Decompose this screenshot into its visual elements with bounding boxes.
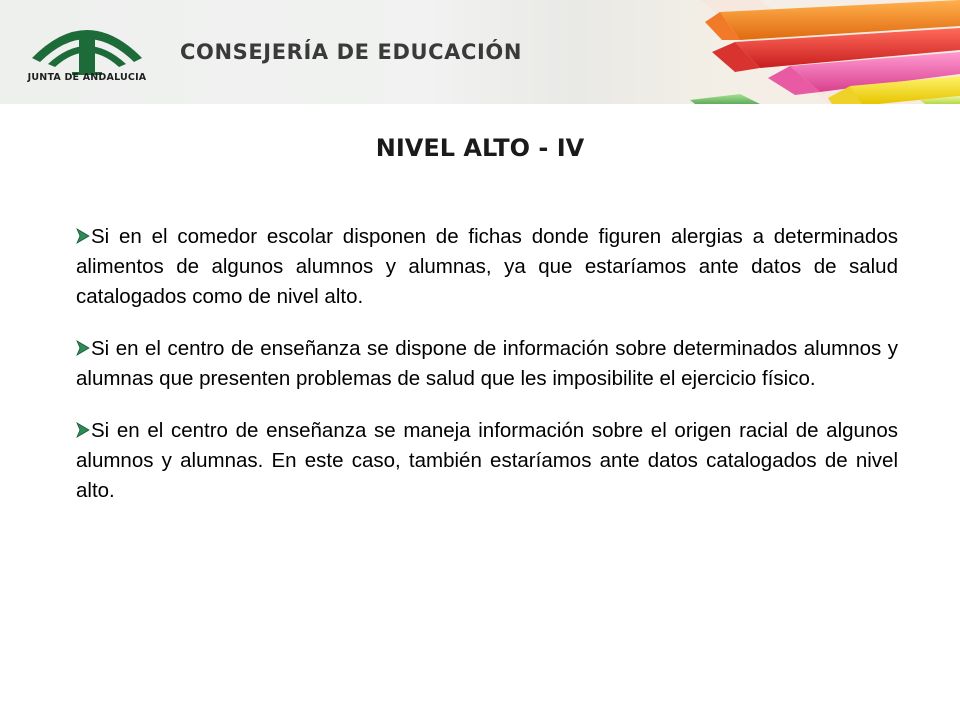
junta-de-andalucia-logo [22, 8, 152, 98]
bullet-item [76, 416, 898, 506]
bullet-text: Si en el centro de enseñanza se maneja información sobre el origen racial de algunos alumnos y alumnas. En este caso, también estaríamos ante datos catalogados de nivel alto. [76, 419, 898, 502]
bullet-list [76, 222, 898, 528]
bullet-text: Si en el comedor escolar disponen de fichas donde figuren alergias a determinados alimentos de algunos alumnos y alumnas, ya que estaríamos ante datos de salud catalogados como de nivel alto. [76, 225, 898, 308]
bullet-text: Si en el centro de enseñanza se dispone de información sobre determinados alumnos y alumnas que presenten problemas de salud que les imposibilite el ejercicio físico. [76, 337, 898, 390]
arrow-bullet-icon [76, 422, 90, 438]
slide-title: NIVEL ALTO - IV [375, 134, 585, 162]
bullet-item [76, 222, 898, 312]
arrow-bullet-icon [76, 228, 90, 244]
arrow-bullet-icon [76, 340, 90, 356]
bullet-item [76, 334, 898, 394]
department-name: CONSEJERÍA DE EDUCACIÓN [180, 40, 523, 64]
header-banner [0, 0, 960, 104]
logo-caption: JUNTA DE ANDALUCIA [27, 72, 147, 83]
